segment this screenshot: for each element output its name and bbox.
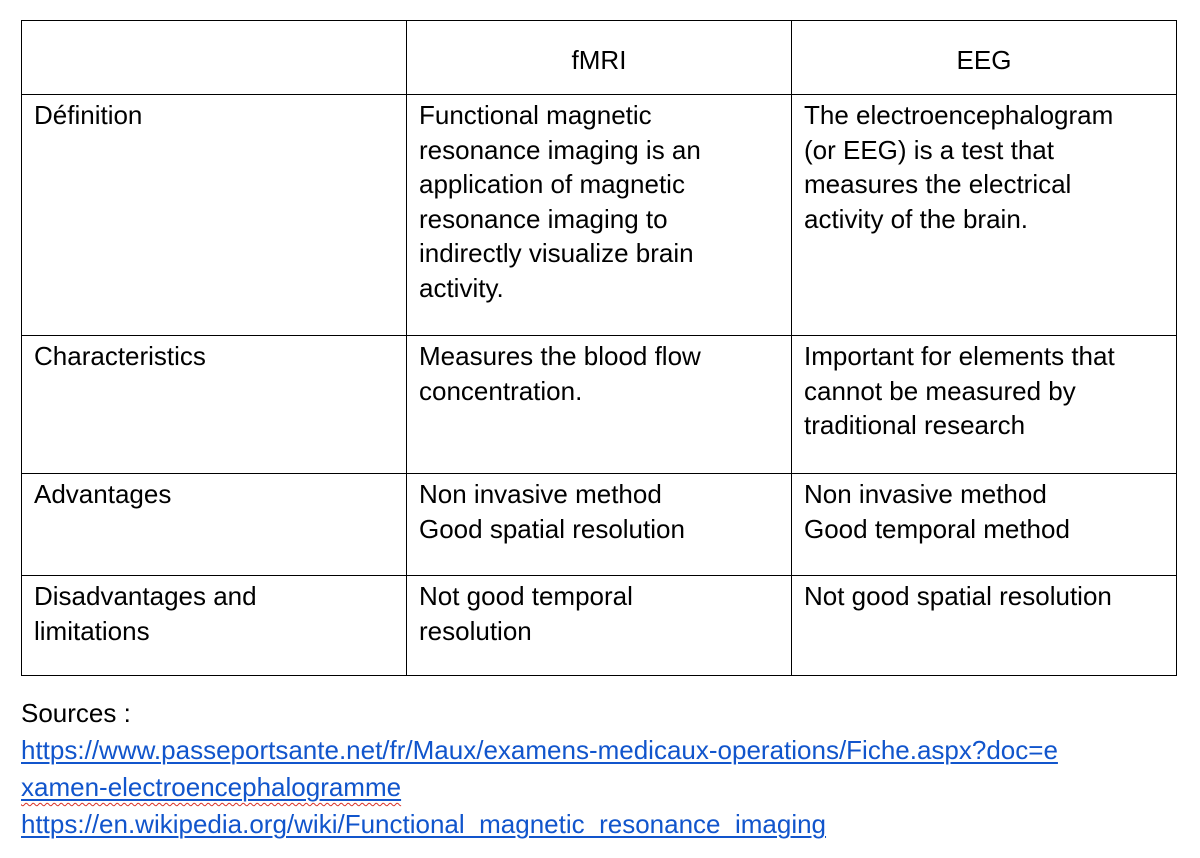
source-link-wikipedia[interactable]: https://en.wikipedia.org/wiki/Functional_magnetic_resonance_imaging — [21, 809, 827, 839]
definition-fmri-cell[interactable]: Functional magnetic resonance imaging is an application of magnetic resonance imaging to indirectly visualize brain activity. — [407, 95, 792, 336]
source-link-line-1: https://www.passeportsante.net/fr/Maux/examens-medicaux-operations/Fiche.aspx?doc=e — [21, 735, 1058, 765]
characteristics-fmri-cell[interactable]: Measures the blood flow concentration. — [407, 336, 792, 474]
row-label-characteristics[interactable]: Characteristics — [22, 336, 407, 474]
header-corner-cell[interactable] — [22, 21, 407, 95]
table-row-definition — [22, 95, 1177, 336]
source-link-line-2: xamen-electroencephalogramme — [21, 772, 402, 802]
sources-label: Sources : — [21, 698, 131, 728]
table-row-characteristics — [22, 336, 1177, 474]
header-fmri-cell[interactable]: fMRI — [407, 21, 792, 95]
row-label-advantages[interactable]: Advantages — [22, 474, 407, 576]
comparison-table — [21, 20, 1177, 676]
advantages-eeg-cell[interactable]: Non invasive method Good temporal method — [792, 474, 1177, 576]
disadvantages-fmri-cell[interactable]: Not good temporal resolution — [407, 576, 792, 676]
disadvantages-eeg-cell[interactable]: Not good spatial resolution — [792, 576, 1177, 676]
advantages-fmri-cell[interactable]: Non invasive method Good spatial resolution — [407, 474, 792, 576]
definition-eeg-cell[interactable]: The electroencephalogram (or EEG) is a test that measures the electrical activity of the brain. — [792, 95, 1177, 336]
row-label-definition[interactable]: Définition — [22, 95, 407, 336]
table-row-disadvantages — [22, 576, 1177, 676]
table-row-advantages — [22, 474, 1177, 576]
header-eeg-cell[interactable]: EEG — [792, 21, 1177, 95]
sources-section — [21, 695, 1186, 843]
row-label-disadvantages[interactable]: Disadvantages and limitations — [22, 576, 407, 676]
table-header-row — [22, 21, 1177, 95]
source-link-passeportsante[interactable] — [21, 732, 1186, 806]
characteristics-eeg-cell[interactable]: Important for elements that cannot be measured by traditional research — [792, 336, 1177, 474]
